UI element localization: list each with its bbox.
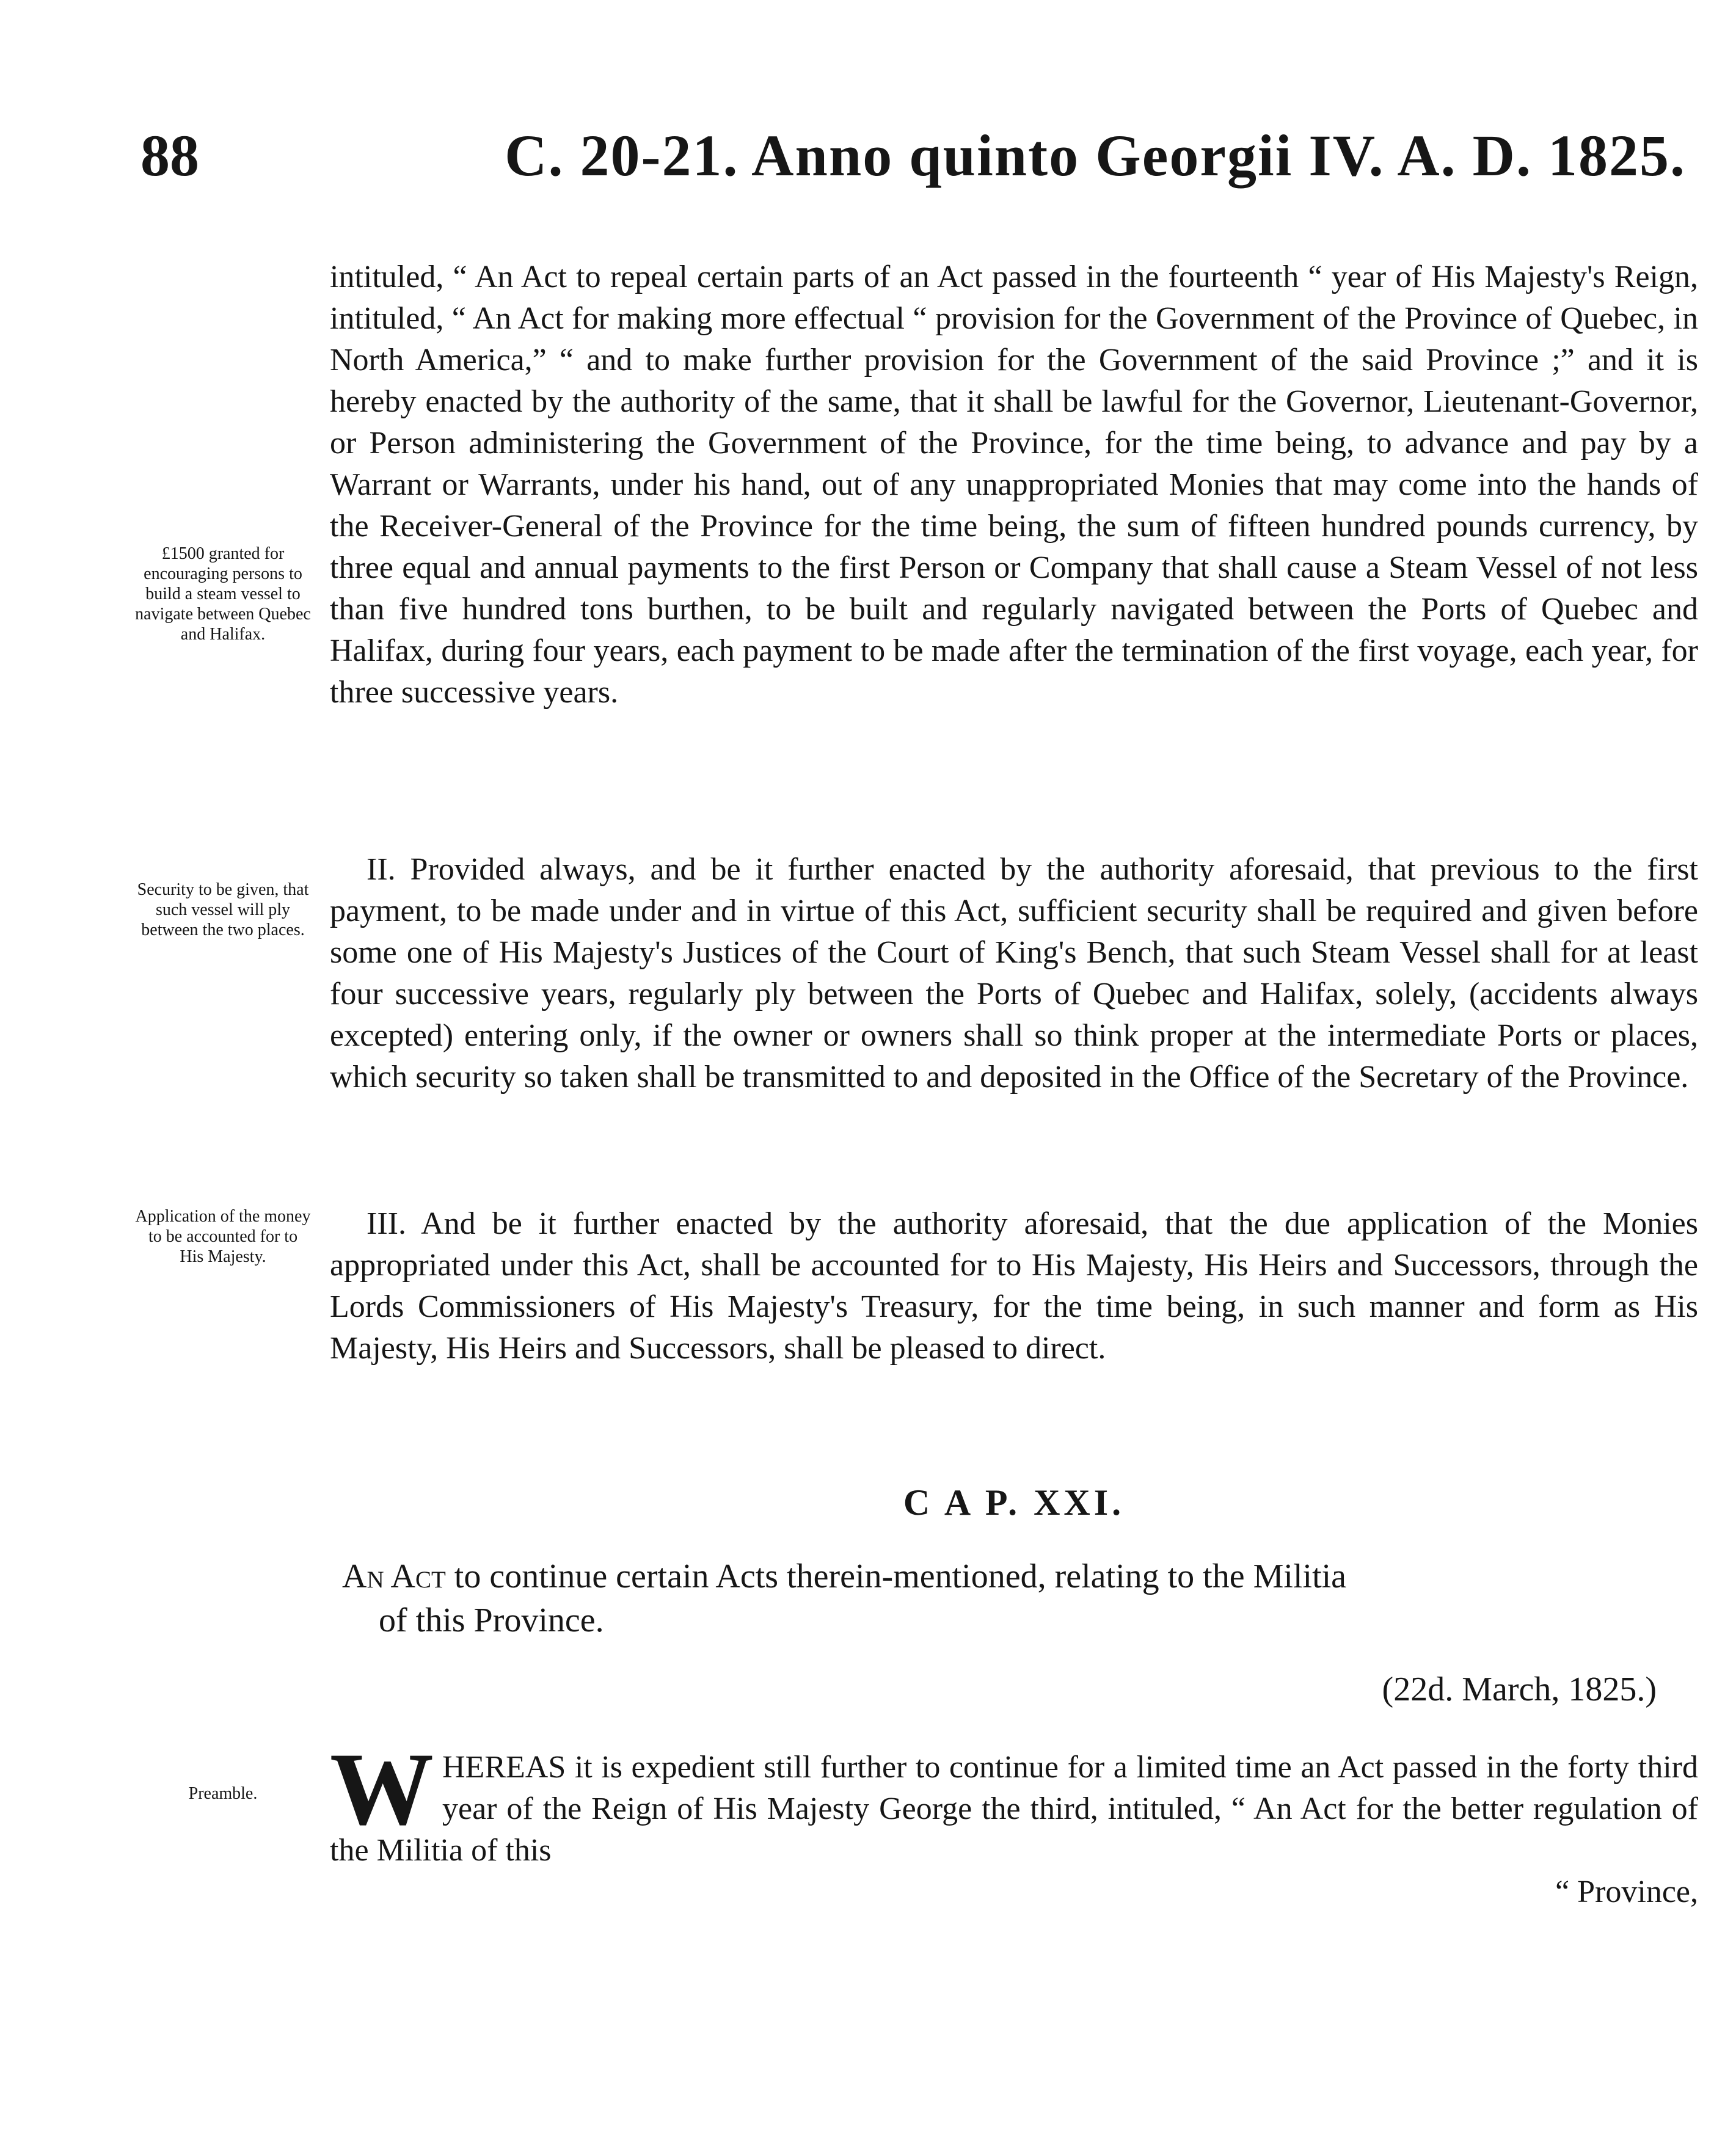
chapter-heading: C A P. XXI. <box>903 1482 1125 1523</box>
margin-note-security: Security to be given, that such vessel will ply between the two places. <box>137 880 309 939</box>
act-title-lead: An Act <box>342 1557 446 1595</box>
catchword: “ Province, <box>1555 1874 1698 1909</box>
margin-note-application: Application of the money to be accounted for to His Majesty. <box>135 1207 311 1266</box>
page-header <box>140 116 1686 195</box>
act-title-continuation: of this Province. <box>379 1601 604 1639</box>
page-number: 88 <box>140 123 199 188</box>
margin-note-grant: £1500 granted for encouraging persons to build a steam vessel to navigate between Quebec and Halifax. <box>135 544 311 644</box>
act-date: (22d. March, 1825.) <box>1382 1670 1657 1708</box>
drop-cap: W <box>330 1732 434 1846</box>
preamble-text: HEREAS it is expedient still further to continue for a limited time an Act passed in the forty third year of the Reign of His Majesty George the third, intituled, “ An Act for the better regulation of the Militia of this <box>330 1750 1698 1868</box>
section-2-text: II. Provided always, and be it further enacted by the authority aforesaid, that previous to the first payment, to be made under and in virtue of this Act, sufficient security shall be required and given before some one of His Majesty's Justices of the Court of King's Bench, that such Steam Vessel shall for at least four successive years, regularly ply between the Ports of Quebec and Halifax, solely, (accidents always excepted) entering only, if the owner or owners shall so think proper at the intermediate Ports or places, which security so taken shall be transmitted to and deposited in the Office of the Secretary of the Province. <box>330 852 1698 1095</box>
section-3-text: III. And be it further enacted by the authority aforesaid, that the due application of the Monies appropriated under this Act, shall be accounted for to His Majesty, His Heirs and Successors, through the Lords Commissioners of His Majesty's Treasury, for the time being, in such manner and form as His Majesty, His Heirs and Successors, shall be pleased to direct. <box>330 1206 1698 1366</box>
section-3 <box>330 1203 1698 1369</box>
section-1-text: intituled, “ An Act to repeal certain parts of an Act passed in the fourteenth “ year of His Majesty's Reign, intituled, “ An Act for making more effectual “ provision for the Government of the Province of Quebec, in North America,” “ and to make further provision for the Government of the said Province ;” and it is hereby enacted by the authority of the same, that it shall be lawful for the Governor, Lieutenant-Governor, or Person administering the Government of the Province, for the time being, to advance and pay by a Warrant or Warrants, under his hand, out of any unappropriated Monies that may come into the hands of the Receiver-General of the Province for the time being, the sum of fifteen hundred pounds currency, by three equal and annual payments to the first Person or Company that shall cause a Steam Vessel of not less than five hundred tons burthen, to be built and regularly navigated between the Ports of Quebec and Halifax, during four years, each payment to be made after the termination of the first voyage, each year, for three successive years. <box>330 260 1698 710</box>
running-title: C. 20-21. Anno quinto Georgii IV. A. D. 1825. <box>505 123 1686 188</box>
section-1 <box>330 257 1698 713</box>
act-title-rest: to continue certain Acts therein-mentioned, relating to the Militia <box>445 1557 1347 1595</box>
margin-note-preamble: Preamble. <box>188 1784 258 1803</box>
preamble <box>330 1732 1698 1913</box>
act-title <box>342 1554 1692 1642</box>
section-2 <box>330 849 1698 1098</box>
